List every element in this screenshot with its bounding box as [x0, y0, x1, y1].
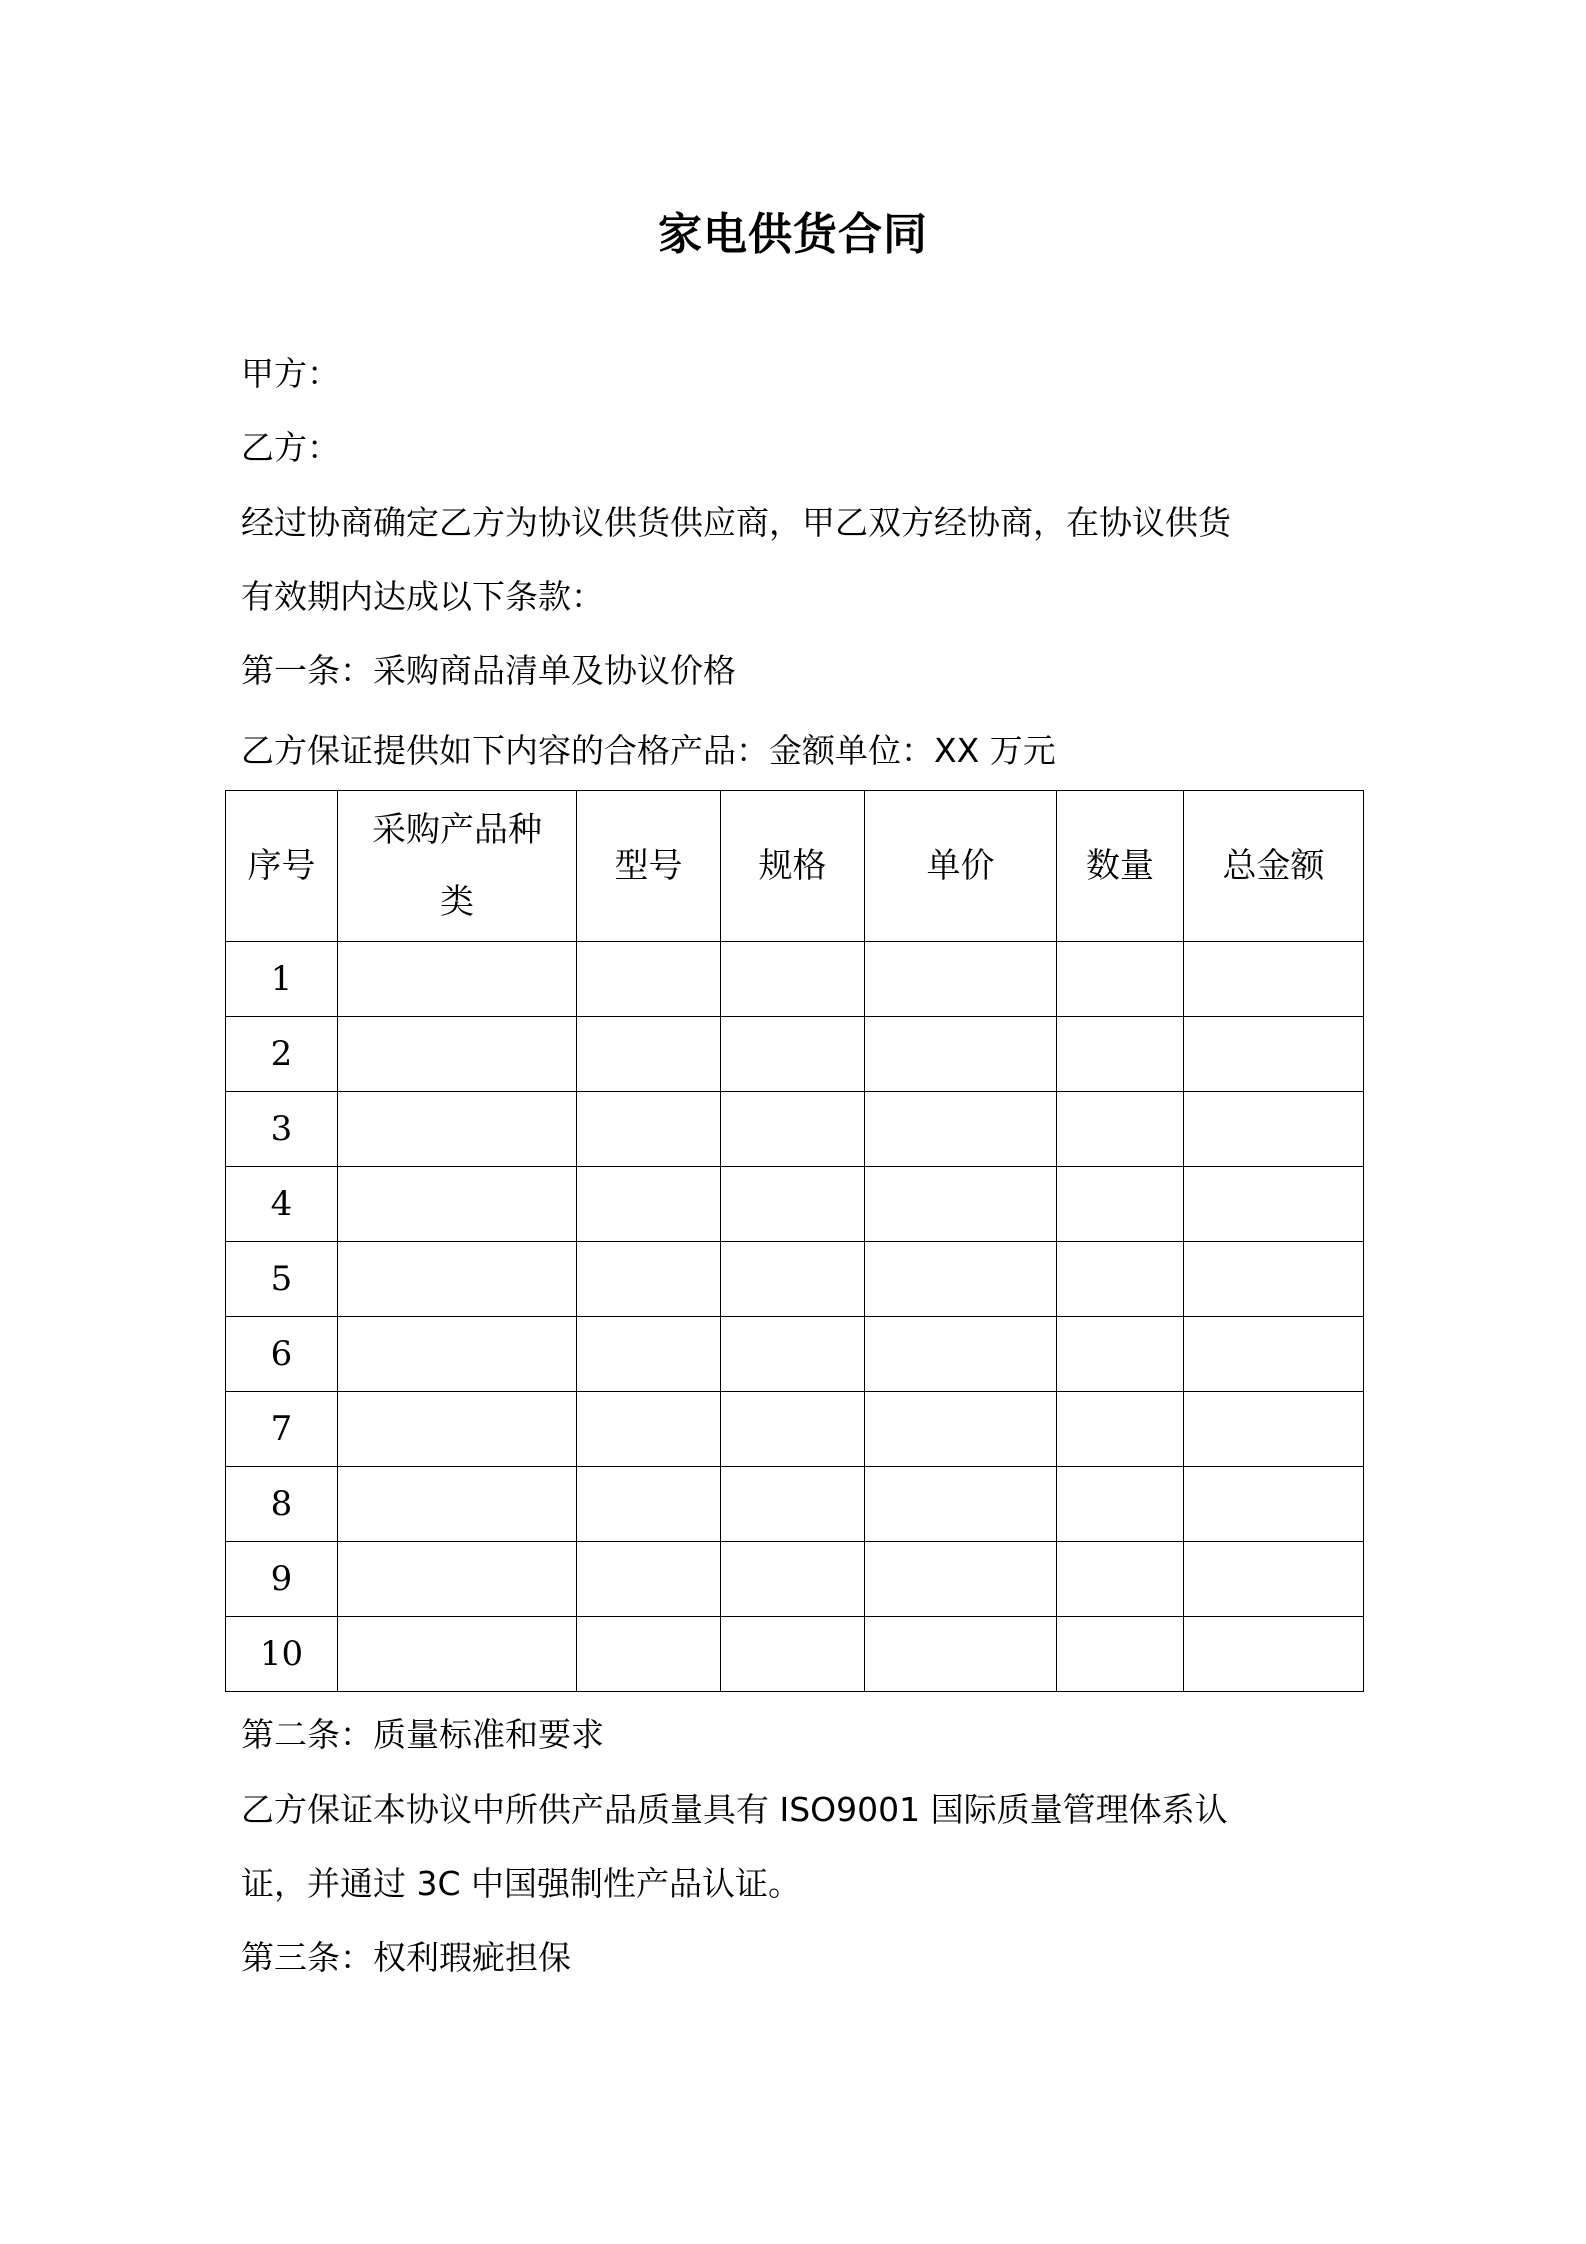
table-row: [226, 1467, 1364, 1542]
cell-unit-price[interactable]: [865, 1617, 1057, 1692]
cell-quantity[interactable]: [1057, 1467, 1184, 1542]
cell-specification[interactable]: [721, 1317, 865, 1392]
cell-specification[interactable]: [721, 1092, 865, 1167]
cell-unit-price[interactable]: [865, 1092, 1057, 1167]
cell-product-category[interactable]: [338, 1542, 577, 1617]
cell-quantity[interactable]: [1057, 942, 1184, 1017]
article-2-heading: 第二条：质量标准和要求: [241, 1715, 604, 1754]
cell-unit-price[interactable]: [865, 1467, 1057, 1542]
table-row: [226, 1617, 1364, 1692]
cell-quantity[interactable]: [1057, 1017, 1184, 1092]
table-body: [226, 942, 1364, 1692]
party-a-label: 甲方：: [241, 354, 340, 393]
goods-price-table: [225, 790, 1364, 1692]
cell-total-amount[interactable]: [1184, 1242, 1364, 1317]
cell-total-amount[interactable]: [1184, 1467, 1364, 1542]
cell-specification[interactable]: [721, 1167, 865, 1242]
header-unit-price: 单价: [865, 791, 1057, 942]
cell-model[interactable]: [577, 1617, 721, 1692]
article-2-text-line-2: 证，并通过 3C 中国强制性产品认证。: [241, 1864, 802, 1903]
header-specification: 规格: [721, 791, 865, 942]
cell-model[interactable]: [577, 1542, 721, 1617]
table-row: [226, 942, 1364, 1017]
intro-paragraph-line-2: 有效期内达成以下条款：: [241, 577, 604, 616]
cell-quantity[interactable]: [1057, 1317, 1184, 1392]
cell-specification[interactable]: [721, 1017, 865, 1092]
cell-specification[interactable]: [721, 1242, 865, 1317]
cell-model[interactable]: [577, 1242, 721, 1317]
header-serial-number: 序号: [226, 791, 338, 942]
cell-serial-number: 6: [226, 1317, 338, 1392]
cell-model[interactable]: [577, 1017, 721, 1092]
cell-quantity[interactable]: [1057, 1617, 1184, 1692]
cell-serial-number: 5: [226, 1242, 338, 1317]
cell-quantity[interactable]: [1057, 1392, 1184, 1467]
header-product-category-label: 采购产品种类: [372, 810, 542, 922]
cell-specification[interactable]: [721, 942, 865, 1017]
cell-quantity[interactable]: [1057, 1242, 1184, 1317]
table-header-row: [226, 791, 1364, 942]
cell-specification[interactable]: [721, 1542, 865, 1617]
cell-product-category[interactable]: [338, 1167, 577, 1242]
header-product-category: [338, 791, 577, 942]
cell-model[interactable]: [577, 942, 721, 1017]
cell-product-category[interactable]: [338, 1392, 577, 1467]
cell-model[interactable]: [577, 1392, 721, 1467]
cell-specification[interactable]: [721, 1467, 865, 1542]
cell-model[interactable]: [577, 1317, 721, 1392]
document-title: 家电供货合同: [658, 209, 928, 260]
cell-unit-price[interactable]: [865, 1317, 1057, 1392]
cell-model[interactable]: [577, 1467, 721, 1542]
cell-total-amount[interactable]: [1184, 1542, 1364, 1617]
article-1-text: 乙方保证提供如下内容的合格产品：金额单位：XX 万元: [241, 731, 1056, 770]
header-quantity: 数量: [1057, 791, 1184, 942]
header-total-amount: 总金额: [1184, 791, 1364, 942]
cell-serial-number: 7: [226, 1392, 338, 1467]
cell-serial-number: 8: [226, 1467, 338, 1542]
article-1-heading: 第一条：采购商品清单及协议价格: [241, 651, 736, 690]
table-row: [226, 1242, 1364, 1317]
cell-serial-number: 1: [226, 942, 338, 1017]
cell-total-amount[interactable]: [1184, 942, 1364, 1017]
table-row: [226, 1167, 1364, 1242]
cell-product-category[interactable]: [338, 1317, 577, 1392]
cell-unit-price[interactable]: [865, 1542, 1057, 1617]
cell-total-amount[interactable]: [1184, 1017, 1364, 1092]
cell-unit-price[interactable]: [865, 1242, 1057, 1317]
cell-total-amount[interactable]: [1184, 1317, 1364, 1392]
cell-model[interactable]: [577, 1092, 721, 1167]
cell-unit-price[interactable]: [865, 1392, 1057, 1467]
cell-unit-price[interactable]: [865, 1167, 1057, 1242]
cell-unit-price[interactable]: [865, 942, 1057, 1017]
cell-total-amount[interactable]: [1184, 1092, 1364, 1167]
cell-unit-price[interactable]: [865, 1017, 1057, 1092]
intro-paragraph-line-1: 经过协商确定乙方为协议供货供应商，甲乙双方经协商，在协议供货: [241, 503, 1231, 542]
article-2-text-line-1: 乙方保证本协议中所供产品质量具有 ISO9001 国际质量管理体系认: [241, 1790, 1228, 1829]
cell-total-amount[interactable]: [1184, 1617, 1364, 1692]
cell-quantity[interactable]: [1057, 1167, 1184, 1242]
cell-quantity[interactable]: [1057, 1092, 1184, 1167]
cell-serial-number: 2: [226, 1017, 338, 1092]
cell-specification[interactable]: [721, 1617, 865, 1692]
table-row: [226, 1392, 1364, 1467]
table-row: [226, 1317, 1364, 1392]
cell-specification[interactable]: [721, 1392, 865, 1467]
party-b-label: 乙方：: [241, 428, 340, 467]
table-row: [226, 1542, 1364, 1617]
cell-total-amount[interactable]: [1184, 1167, 1364, 1242]
cell-model[interactable]: [577, 1167, 721, 1242]
cell-total-amount[interactable]: [1184, 1392, 1364, 1467]
cell-product-category[interactable]: [338, 942, 577, 1017]
table-row: [226, 1017, 1364, 1092]
table-row: [226, 1092, 1364, 1167]
cell-product-category[interactable]: [338, 1617, 577, 1692]
cell-product-category[interactable]: [338, 1242, 577, 1317]
cell-quantity[interactable]: [1057, 1542, 1184, 1617]
cell-serial-number: 9: [226, 1542, 338, 1617]
cell-serial-number: 4: [226, 1167, 338, 1242]
cell-serial-number: 3: [226, 1092, 338, 1167]
cell-product-category[interactable]: [338, 1017, 577, 1092]
article-3-heading: 第三条：权利瑕疵担保: [241, 1938, 571, 1977]
cell-product-category[interactable]: [338, 1467, 577, 1542]
header-model: 型号: [577, 791, 721, 942]
cell-product-category[interactable]: [338, 1092, 577, 1167]
cell-serial-number: 10: [226, 1617, 338, 1692]
